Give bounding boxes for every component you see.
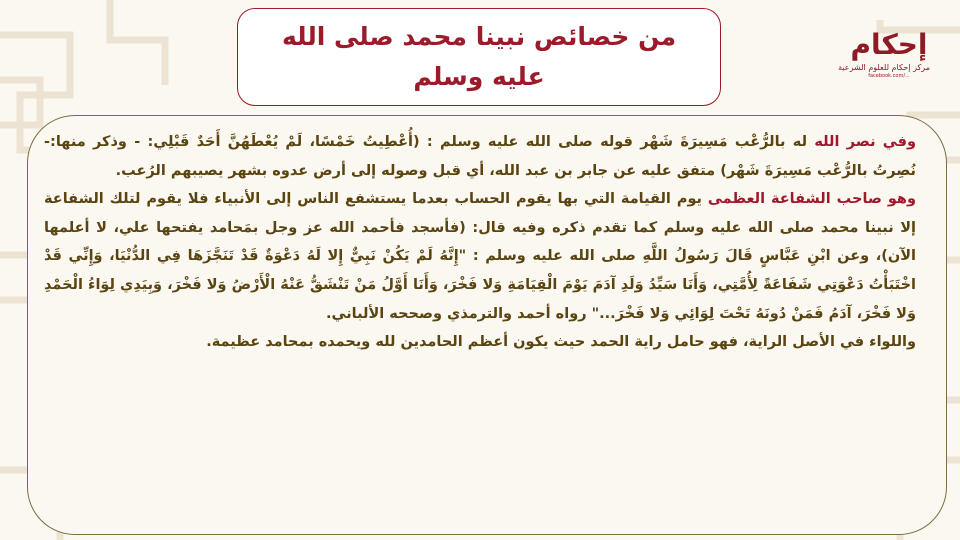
paragraph-2 xyxy=(44,185,916,328)
paragraph-2-highlight: وهو صاحب الشفاعة العظمى xyxy=(707,191,917,208)
paragraph-1 xyxy=(44,128,916,185)
body-text xyxy=(44,128,916,357)
paragraph-3-text: واللواء في الأصل الراية، فهو حامل راية الحمد حيث يكون أعظم الحامدين لله ويحمده بمحامد عظيمة. xyxy=(206,334,916,351)
paragraph-1-text: له بالرُّعْب مَسِيرَةَ شَهْر قوله صلى الله عليه وسلم : (أُعْطِيتُ خَمْسًا، لَمْ يُعْطَهُنَّ أَحَدٌ قَبْلِي: - وذكر منها:- نُصِرتُ بالرُّعْب مَسِيرَةَ شَهْر) متفق عليه عن جابر بن عبد الله، أي قبل وصوله إلى أرض عدوه بشهر يصيبهم الرُعب. xyxy=(44,134,916,179)
logo-subtitle: مركز إحكام للعلوم الشرعية xyxy=(838,63,930,72)
page-title-line-1: من خصائص نبينا محمد صلى الله xyxy=(281,22,677,51)
paragraph-2-text: يوم القيامة التي بها يقوم الحساب بعدما يستشفع الناس إلى الأنبياء فلا يقوم لتلك الشفاعة إلا نبينا محمد صلى الله عليه وسلم كما تقدم ذكره وفيه قال: (فأسجد فأحمد الله عز وجل بمَحامد يفتحها علي، لا أعلمها الآن)، وعن ابْنِ عَبَّاسٍ قَالَ رَسُولُ اللَّهِ صلى الله عليه وسلم : "إِنَّهُ لَمْ يَكُنْ نَبِيٌّ إِلا لَهُ دَعْوَةٌ قَدْ تَنَجَّزَهَا فِي الدُّنْيَا، وَإِنِّي قَدْ اخْتَبَأْتُ دَعْوَتِي شَفَاعَةً لِأُمَّتِي، وَأَنَا سَيِّدُ وَلَدِ آدَمَ يَوْمَ الْقِيَامَةِ وَلا فَخْرَ، وَأَنَا أَوَّلُ مَنْ تَنْشَقُّ عَنْهُ الْأَرْضُ وَلا فَخْرَ، وَبِيَدِي لِوَاءُ الْحَمْدِ وَلا فَخْرَ، آدَمُ فَمَنْ دُونَهُ تَحْتَ لِوَائِي وَلا فَخْرَ..." رواه أحمد والترمذي وصححه الألباني. xyxy=(44,191,916,322)
paragraph-3 xyxy=(44,328,916,357)
page-title-line-2: عليه وسلم xyxy=(413,62,545,91)
logo-wordmark: إحكام xyxy=(850,28,928,61)
paragraph-1-highlight: وفي نصر الله xyxy=(814,134,916,150)
logo-url: facebook.com/... xyxy=(868,73,910,79)
ihkam-logo xyxy=(838,28,930,98)
title-box xyxy=(237,8,721,106)
